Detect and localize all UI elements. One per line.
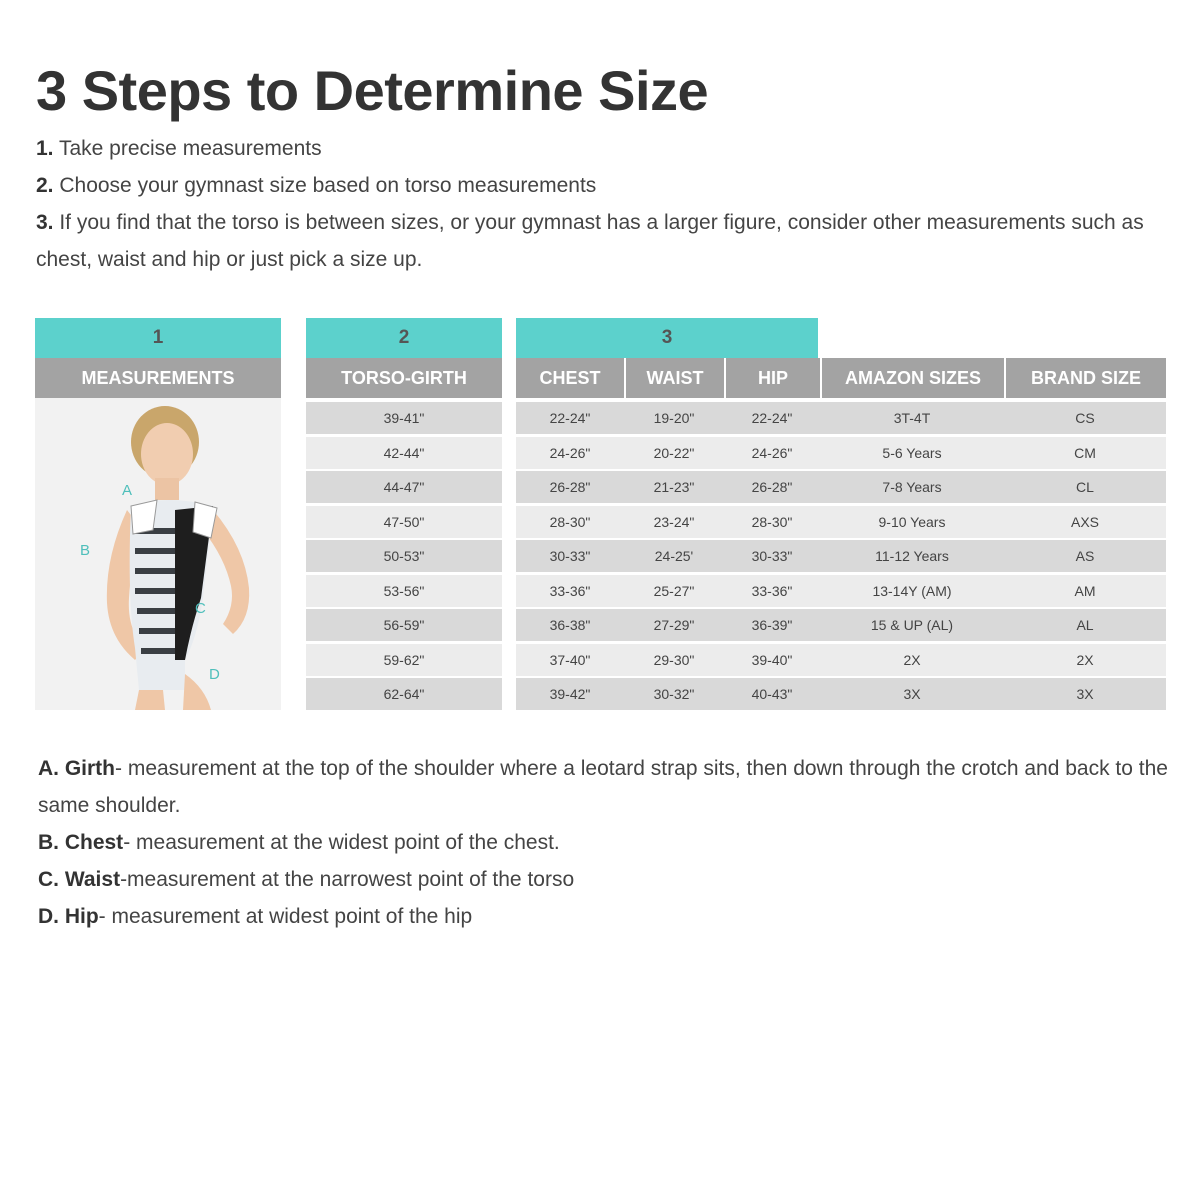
cell-chest: 39-42" [549,686,591,702]
gymnast-photo [35,398,281,710]
block2-header: TORSO-GIRTH [306,358,502,398]
step-text: Choose your gymnast size based on torso measurements [53,174,597,197]
step-text: If you find that the torso is between sizes, or your gymnast has a larger figure, consider other measurements such as chest, waist and hip or just pick a size up. [36,211,1144,271]
steps-list [36,130,1166,278]
cell-torso-girth: 53-56" [383,583,425,599]
block1-step-number: 1 [35,318,281,358]
cell-waist: 25-27" [653,583,695,599]
cell-waist: 29-30" [653,652,695,668]
definition-item [38,750,1168,824]
cell-brand-size: CM [1074,445,1096,461]
cell-chest: 37-40" [549,652,591,668]
cell-hip: 22-24" [751,410,793,426]
table-row [516,575,1166,607]
definition-label: B. Chest [38,831,124,854]
cell-hip: 30-33" [751,548,793,564]
cell-amazon-size: 5-6 Years [882,445,942,461]
cell-brand-size: CS [1075,410,1095,426]
cell-amazon-size: 2X [903,652,921,668]
cell-hip: 40-43" [751,686,793,702]
definition-item [38,824,1168,861]
header-hip: HIP [724,358,820,398]
table-row [516,471,1166,503]
cell-chest: 24-26" [549,445,591,461]
cell-hip: 39-40" [751,652,793,668]
table-row [516,609,1166,641]
cell-amazon-size: 11-12 Years [875,548,949,564]
cell-torso-girth: 47-50" [383,514,425,530]
cell-hip: 33-36" [751,583,793,599]
definition-text: - measurement at the top of the shoulder where a leotard strap sits, then down through the crotch and back to the same shoulder. [38,757,1168,817]
table-row [516,437,1166,469]
cell-amazon-size: 15 & UP (AL) [870,617,954,633]
cell-torso-girth: 39-41" [383,410,425,426]
cell-torso-girth: 42-44" [383,445,425,461]
page-title: 3 Steps to Determine Size [36,59,709,122]
header-chest: CHEST [516,358,624,398]
cell-chest: 33-36" [549,583,591,599]
cell-chest: 30-33" [549,548,591,564]
torso-row [306,437,502,469]
cell-torso-girth: 56-59" [383,617,425,633]
cell-amazon-size: 7-8 Years [882,479,942,495]
cell-brand-size: CL [1076,479,1094,495]
step-item [36,167,1166,204]
cell-chest: 26-28" [549,479,591,495]
table-row [516,506,1166,538]
definition-text: - measurement at the widest point of the chest. [123,831,560,854]
header-brand-size: BRAND SIZE [1004,358,1166,398]
cell-brand-size: 2X [1076,652,1094,668]
cell-torso-girth: 59-62" [383,652,425,668]
marker-c-label: C [195,600,206,617]
step-number: 1. [36,137,54,160]
marker-b-label: B [80,542,91,559]
torso-row [306,506,502,538]
cell-brand-size: AXS [1070,514,1099,530]
step-text: Take precise measurements [53,137,322,160]
table-row [516,540,1166,572]
cell-amazon-size: 13-14Y (AM) [872,583,952,599]
torso-row [306,609,502,641]
definition-label: D. Hip [38,905,99,928]
cell-brand-size: AM [1074,583,1096,599]
block2-step-number: 2 [306,318,502,358]
cell-hip: 36-39" [751,617,793,633]
cell-torso-girth: 50-53" [383,548,425,564]
cell-torso-girth: 44-47" [383,479,425,495]
torso-row [306,402,502,434]
cell-brand-size: 3X [1076,686,1094,702]
cell-hip: 26-28" [751,479,793,495]
size-table-body [516,402,1166,712]
marker-a-label: A [122,482,133,499]
block1-header: MEASUREMENTS [35,358,281,398]
cell-brand-size: AS [1075,548,1095,564]
gymnast-illustration [35,398,281,710]
table-row [516,644,1166,676]
marker-d-label: D [209,666,220,683]
step-item [36,204,1166,278]
cell-waist: 24-25' [654,548,694,564]
torso-row [306,540,502,572]
definition-label: C. Waist [38,868,121,891]
cell-torso-girth: 62-64" [383,686,425,702]
step-number: 3. [36,211,54,234]
torso-row [306,471,502,503]
cell-waist: 21-23" [653,479,695,495]
cell-chest: 36-38" [549,617,591,633]
cell-chest: 22-24" [549,410,591,426]
torso-girth-column [306,402,502,712]
block3-step-number: 3 [516,318,818,358]
table-row [516,678,1166,710]
cell-amazon-size: 9-10 Years [878,514,946,530]
header-amazon-sizes: AMAZON SIZES [820,358,1004,398]
cell-amazon-size: 3T-4T [893,410,931,426]
cell-waist: 19-20" [653,410,695,426]
definition-text: - measurement at widest point of the hip [98,905,473,928]
step-number: 2. [36,174,54,197]
definition-item [38,898,1168,935]
cell-waist: 20-22" [653,445,695,461]
cell-waist: 30-32" [653,686,695,702]
cell-chest: 28-30" [549,514,591,530]
torso-row [306,644,502,676]
torso-row [306,678,502,710]
cell-hip: 24-26" [751,445,793,461]
cell-waist: 23-24" [653,514,695,530]
cell-hip: 28-30" [751,514,793,530]
definition-label: A. Girth [38,757,115,780]
step-item [36,130,1166,167]
cell-waist: 27-29" [653,617,695,633]
cell-brand-size: AL [1076,617,1094,633]
torso-row [306,575,502,607]
header-waist: WAIST [624,358,724,398]
cell-amazon-size: 3X [903,686,921,702]
definition-item [38,861,1168,898]
table-row [516,402,1166,434]
definition-text: -measurement at the narrowest point of the torso [120,868,575,891]
definitions-list [38,750,1168,935]
